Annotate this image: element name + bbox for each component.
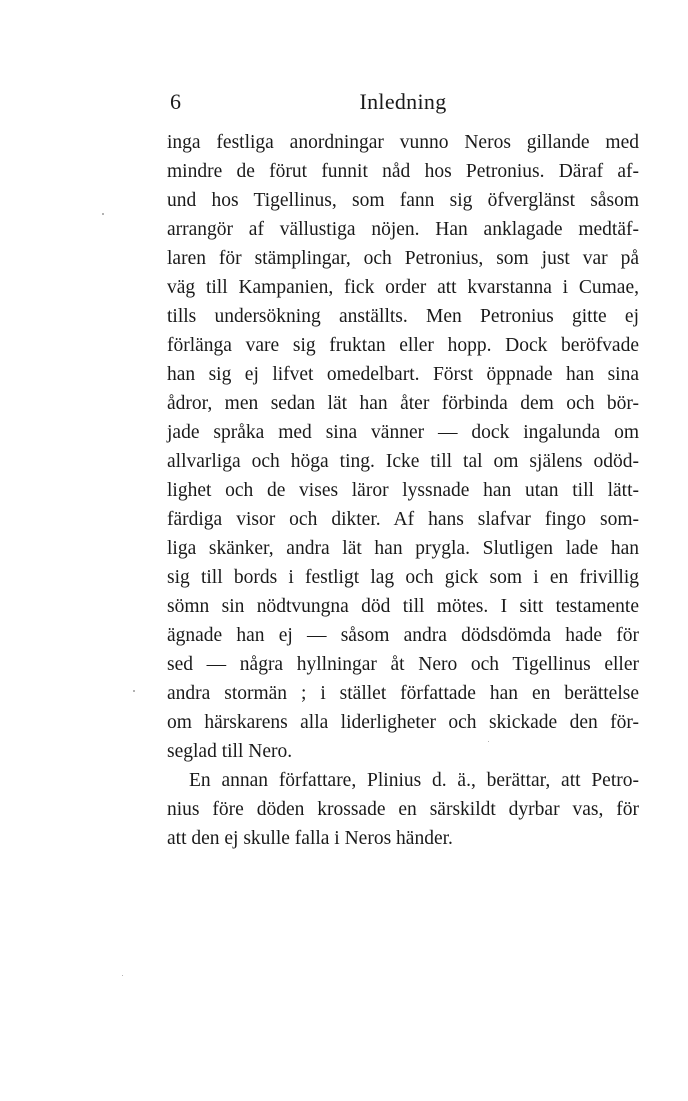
text-line: han sig ej lifvet omedelbart. Först öppnade han sina (167, 364, 639, 385)
paper-speck (102, 213, 104, 215)
text-line: andra stormän ; i stället författade han en berättelse (167, 683, 639, 704)
text-line: lighet och de vises läror lyssnade han utan till lätt- (167, 480, 639, 501)
paragraph-2 (167, 766, 639, 853)
running-head (170, 86, 636, 118)
text-line: om härskarens alla liderligheter och skickade den för- (167, 712, 639, 733)
text-line: sig till bords i festligt lag och gick som i en frivillig (167, 567, 639, 588)
text-line: und hos Tigellinus, som fann sig öfverglänst såsom (167, 190, 639, 211)
text-line: En annan författare, Plinius d. ä., berättar, att Petro- (189, 770, 639, 791)
text-line: väg till Kampanien, fick order att kvarstanna i Cumae, (167, 277, 639, 298)
text-line: arrangör af vällustiga nöjen. Han anklagade medtäf- (167, 219, 639, 240)
text-line: allvarliga och höga ting. Icke till tal om själens odöd- (167, 451, 639, 472)
paper-speck (133, 690, 135, 692)
text-line: förlänga vare sig fruktan eller hopp. Dock beröfvade (167, 335, 639, 356)
paper-speck (122, 975, 123, 976)
text-line: inga festliga anordningar vunno Neros gillande med (167, 132, 639, 153)
text-line: jade språka med sina vänner — dock ingalunda om (167, 422, 639, 443)
text-line: nius före döden krossade en särskildt dyrbar vas, för (167, 799, 639, 820)
text-line: färdiga visor och dikter. Af hans slafvar fingo som- (167, 509, 639, 530)
text-line: att den ej skulle falla i Neros händer. (167, 828, 453, 849)
text-line: sed — några hyllningar åt Nero och Tigellinus eller (167, 654, 639, 675)
text-line: mindre de förut funnit nåd hos Petronius. Däraf af- (167, 161, 639, 182)
text-line: liga skänker, andra lät han prygla. Slutligen lade han (167, 538, 639, 559)
text-line: seglad till Nero. (167, 741, 293, 762)
text-line: ådror, men sedan lät han åter förbinda dem och bör- (167, 393, 639, 414)
text-line: ägnade han ej — såsom andra dödsdömda hade för (167, 625, 639, 646)
text-line: tills undersökning anställts. Men Petronius gitte ej (167, 306, 639, 327)
page-number: 6 (170, 89, 181, 114)
text-line: sömn sin nödtvungna död till mötes. I sitt testamente (167, 596, 639, 617)
chapter-title: Inledning (359, 89, 447, 114)
paper-speck (488, 741, 489, 742)
paragraph-1 (167, 128, 639, 766)
body-text (167, 128, 639, 853)
text-line: laren för stämplingar, och Petronius, som just var på (167, 248, 639, 269)
